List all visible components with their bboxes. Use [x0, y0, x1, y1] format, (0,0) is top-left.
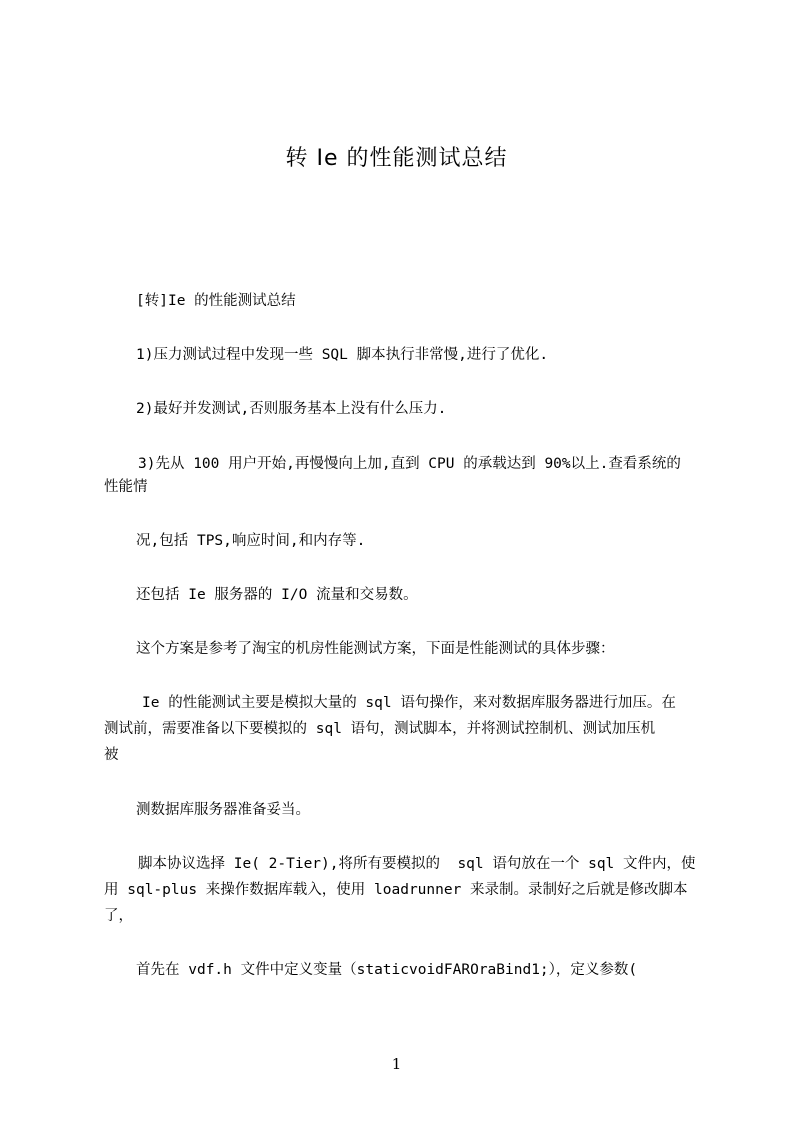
- document-title: 转 Ie 的性能测试总结: [285, 146, 508, 171]
- paragraph-item-1: 1)压力测试过程中发现一些 SQL 脚本执行非常慢,进行了优化.: [136, 347, 549, 363]
- paragraph-plan-source: 这个方案是参考了淘宝的机房性能测试方案，下面是性能测试的具体步骤：: [136, 641, 615, 657]
- paragraph-item-3-line-2: 性能情: [104, 479, 148, 495]
- paragraph-io-traffic: 还包括 Ie 服务器的 I/O 流量和交易数。: [136, 587, 418, 603]
- paragraph-ie-test-line-1: Ie 的性能测试主要是模拟大量的 sql 语句操作，来对数据库服务器进行加压。在: [142, 695, 676, 711]
- paragraph-item-3-line-3: 况,包括 TPS,响应时间,和内存等.: [136, 533, 366, 549]
- paragraph-script-line-3: 了，: [104, 908, 133, 924]
- paragraph-script-line-2: 用 sql-plus 来操作数据库载入，使用 loadrunner 来录制。录制好之后就是修改脚本: [104, 882, 688, 898]
- page-number: 1: [391, 1055, 402, 1073]
- paragraph-ie-test-line-4: 测数据库服务器准备妥当。: [136, 802, 310, 818]
- paragraph-vdf-definition: 首先在 vdf.h 文件中定义变量（staticvoidFAROraBind1;），定义参数(: [136, 962, 638, 978]
- paragraph-ie-test-line-3: 被: [104, 747, 119, 763]
- paragraph-script-line-1: 脚本协议选择 Ie( 2-Tier),将所有要模拟的 sql 语句放在一个 sql 文件内，使: [138, 856, 696, 872]
- paragraph-heading: [转]Ie 的性能测试总结: [136, 293, 296, 309]
- paragraph-ie-test-line-2: 测试前，需要准备以下要模拟的 sql 语句，测试脚本，并将测试控制机、测试加压机: [104, 721, 656, 737]
- paragraph-item-2: 2)最好并发测试,否则服务基本上没有什么压力.: [136, 401, 447, 417]
- paragraph-item-3-line-1: 3)先从 100 用户开始,再慢慢向上加,直到 CPU 的承载达到 90%以上.查看系统的: [138, 456, 681, 472]
